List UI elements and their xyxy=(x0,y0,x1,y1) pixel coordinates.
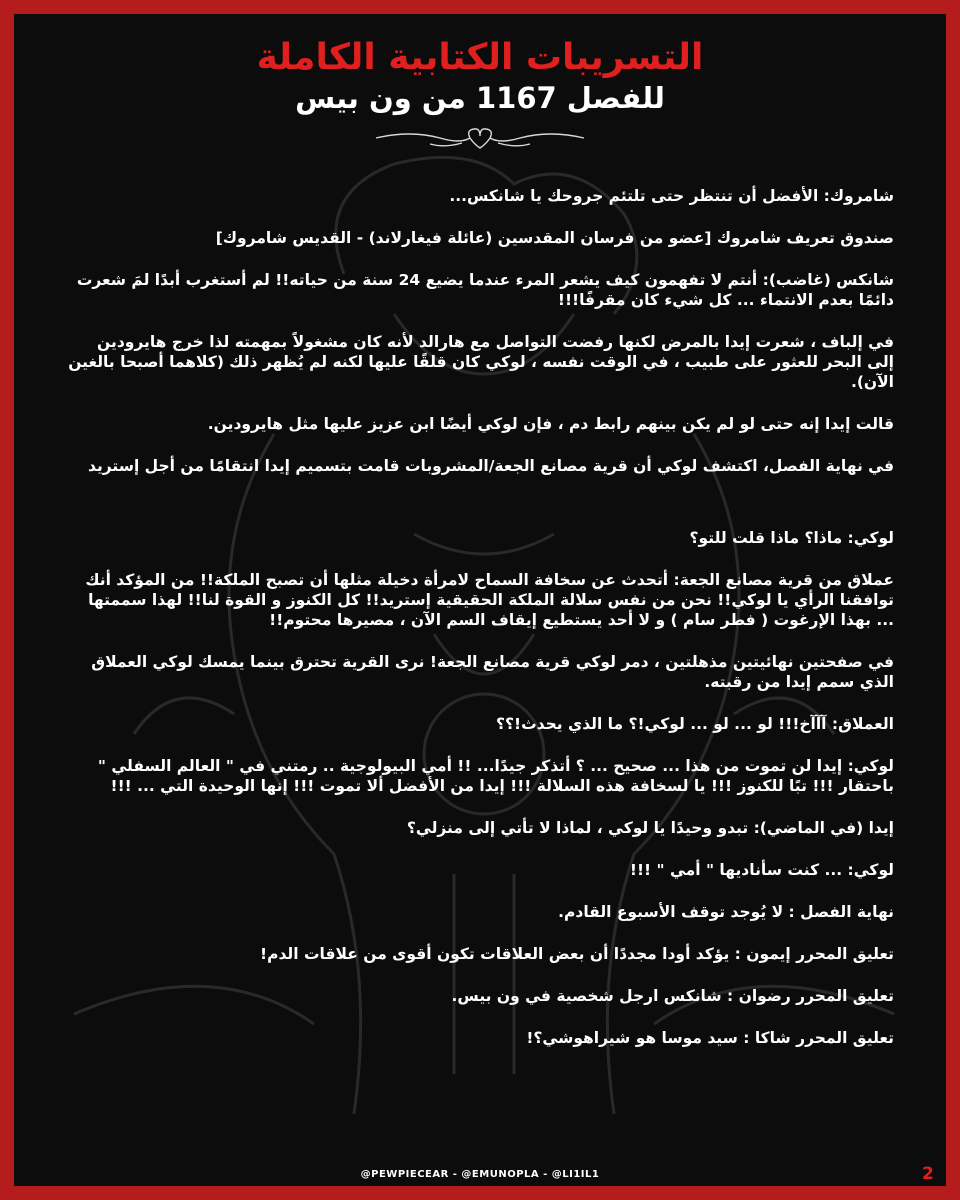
paragraph-elbaf-ida: في إلباف ، شعرت إيدا بالمرض لكنها رفضت التواصل مع هارالد لأنه كان مشغولاً بمهمته لذا خرج هايرودين إلى البحر للعثور على طبيب ، في الوقت نفسه ، لوكي كان قلقًا عليها لكنه لم يُظهر ذلك (كلاهما أصبحا بالغين الآن). xyxy=(68,333,894,391)
paragraph-ida-loki-son: قالت إيدا إنه حتى لو لم يكن بينهم رابط دم ، فإن لوكي أيضًا ابن عزيز عليها مثل هايرودين. xyxy=(207,415,894,433)
paragraph-spacer xyxy=(66,498,894,528)
paragraph-no-break: نهاية الفصل : لا يُوجد توقف الأسبوع القادم. xyxy=(558,903,894,921)
paragraph-editor-shaka: تعليق المحرر شاكا : سيد موسا هو شيراهوشي؟! xyxy=(526,1029,894,1047)
paragraph-giant-scream: العملاق: آآآخ!!! لو ... لو ... لوكي!؟ ما الذي يحدث!؟؟ xyxy=(496,715,894,733)
paragraph-loki-what: لوكي: ماذا؟ ماذا قلت للتو؟ xyxy=(689,529,894,547)
paragraph-editor-radwan: تعليق المحرر رضوان : شانكس ارجل شخصية في ون بيس. xyxy=(451,987,894,1005)
page-number: 2 xyxy=(922,1164,934,1184)
paragraph-brewery-giant: عملاق من قرية مصانع الجعة: أتحدث عن سخافة السماح لامرأة دخيلة مثلها أن تصبح الملكة!! من المؤكد أنك توافقنا الرأي يا لوكي!! نحن من نفس سلالة الملكة الحقيقية إستريد!! كل الكنوز و القوة لنا!! لهذا سممتها ... بهذا الإرغوت ( فطر سام ) و لا أحد يستطيع إيقاف السم الآن ، مصيرها محتوم!! xyxy=(85,571,894,629)
paragraph-shanks-angry: شانكس (غاضب): أنتم لا تفهمون كيف يشعر المرء عندما يضيع 24 سنة من حياته!! لم أستغرب أبدًا لمَ شعرت دائمًا بعدم الانتماء ... كل شيء كان مقرفًا!!! xyxy=(76,271,894,309)
paragraph-editor-emun: تعليق المحرر إيمون : يؤكد أودا مجددًا أن بعض العلاقات تكون أقوى من علاقات الدم! xyxy=(260,945,894,963)
leak-text-body xyxy=(66,186,894,1070)
page-subtitle: للفصل 1167 من ون بيس xyxy=(295,81,665,115)
paragraph-chapter-end-poison: في نهاية الفصل، اكتشف لوكي أن قرية مصانع الجعة/المشروبات قامت بتسميم إيدا انتقامًا من أجل إستريد xyxy=(87,457,894,475)
paragraph-double-spread: في صفحتين نهائيتين مذهلتين ، دمر لوكي قرية مصانع الجعة! نرى القرية تحترق بينما يمسك لوكي العملاق الذي سمم إيدا من رقبته. xyxy=(91,653,894,691)
ornament-divider-icon xyxy=(370,124,590,152)
page-title: التسريبات الكتابية الكاملة xyxy=(256,37,704,78)
paragraph-loki-speech: لوكي: إيدا لن تموت من هذا ... صحيح ... ؟ أتذكر جيدًا... !! أمي البيولوجية .. رمتني في " العالم السفلي " باحتقار !!! تبًا للكنوز !!! يا لسخافة هذه السلالة !!! إيدا من الأفضل ألا تموت !!! إنها الوحيدة التي ... !!! xyxy=(97,757,894,795)
paragraph-shamrock-line: شامروك: الأفضل أن تنتظر حتى تلتئم جروحك يا شانكس... xyxy=(449,187,894,205)
page-frame xyxy=(14,14,946,1186)
credits-handles: @PEWPIECEAR - @EMUNOPLA - @LI1IL1 xyxy=(360,1169,600,1180)
paragraph-loki-mother: لوكي: ... كنت سأناديها " أمي " !!! xyxy=(629,861,894,879)
paragraph-ida-past: إيدا (في الماضي): تبدو وحيدًا يا لوكي ، لماذا لا تأتي إلى منزلي؟ xyxy=(406,819,894,837)
paragraph-shamrock-intro-box: صندوق تعريف شامروك [عضو من فرسان المقدسين (عائلة فيغارلاند) - القديس شامروك] xyxy=(215,229,894,247)
